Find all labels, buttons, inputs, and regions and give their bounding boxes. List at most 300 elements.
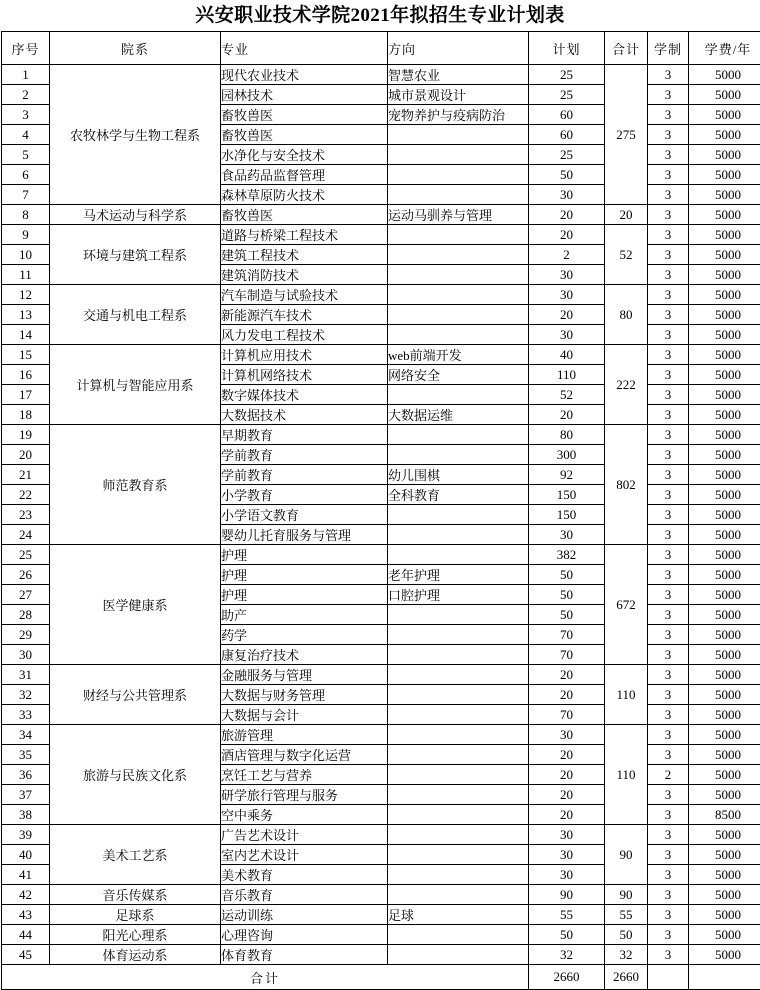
cell-index: 45 xyxy=(2,945,50,965)
cell-years: 3 xyxy=(648,505,689,525)
cell-direction xyxy=(388,665,529,685)
cell-index: 22 xyxy=(2,485,50,505)
cell-major: 研学旅行管理与服务 xyxy=(221,785,388,805)
cell-direction xyxy=(388,685,529,705)
cell-fee: 5000 xyxy=(689,465,760,485)
table-row xyxy=(2,925,760,945)
cell-fee: 5000 xyxy=(689,705,760,725)
header-row xyxy=(2,32,760,65)
cell-index: 36 xyxy=(2,765,50,785)
cell-years: 3 xyxy=(648,445,689,465)
cell-years: 3 xyxy=(648,565,689,585)
cell-direction xyxy=(388,145,529,165)
cell-index: 23 xyxy=(2,505,50,525)
cell-fee: 5000 xyxy=(689,725,760,745)
cell-plan: 2 xyxy=(529,245,605,265)
table-row xyxy=(2,285,760,305)
cell-index: 8 xyxy=(2,205,50,225)
column-header-fee: 学费/年 xyxy=(689,32,760,65)
cell-direction: 网络安全 xyxy=(388,365,529,385)
cell-plan: 20 xyxy=(529,785,605,805)
cell-plan: 90 xyxy=(529,885,605,905)
cell-group-total: 110 xyxy=(605,665,648,725)
cell-major: 学前教育 xyxy=(221,465,388,485)
cell-index: 31 xyxy=(2,665,50,685)
cell-direction xyxy=(388,725,529,745)
cell-direction xyxy=(388,945,529,965)
cell-plan: 92 xyxy=(529,465,605,485)
cell-major: 旅游管理 xyxy=(221,725,388,745)
cell-fee: 5000 xyxy=(689,285,760,305)
cell-years: 3 xyxy=(648,225,689,245)
cell-plan: 30 xyxy=(529,865,605,885)
cell-plan: 70 xyxy=(529,625,605,645)
cell-years: 3 xyxy=(648,645,689,665)
cell-index: 3 xyxy=(2,105,50,125)
table-row xyxy=(2,945,760,965)
cell-index: 12 xyxy=(2,285,50,305)
cell-fee: 5000 xyxy=(689,365,760,385)
summary-fee xyxy=(689,965,760,990)
cell-fee: 5000 xyxy=(689,765,760,785)
cell-years: 3 xyxy=(648,285,689,305)
cell-department: 足球系 xyxy=(50,905,221,925)
cell-index: 20 xyxy=(2,445,50,465)
summary-label: 合计 xyxy=(2,965,529,990)
cell-fee: 5000 xyxy=(689,585,760,605)
cell-index: 30 xyxy=(2,645,50,665)
cell-major: 水净化与安全技术 xyxy=(221,145,388,165)
cell-index: 5 xyxy=(2,145,50,165)
column-header-major: 专业 xyxy=(221,32,388,65)
cell-direction xyxy=(388,285,529,305)
cell-index: 37 xyxy=(2,785,50,805)
column-header-total: 合计 xyxy=(605,32,648,65)
cell-years: 3 xyxy=(648,945,689,965)
cell-department: 旅游与民族文化系 xyxy=(50,725,221,825)
summary-plan: 2660 xyxy=(529,965,605,990)
cell-index: 29 xyxy=(2,625,50,645)
page-title: 兴安职业技术学院2021年拟招生专业计划表 xyxy=(0,0,760,31)
cell-fee: 5000 xyxy=(689,305,760,325)
cell-direction: 老年护理 xyxy=(388,565,529,585)
cell-index: 42 xyxy=(2,885,50,905)
cell-direction xyxy=(388,245,529,265)
cell-direction xyxy=(388,265,529,285)
cell-direction xyxy=(388,825,529,845)
cell-fee: 5000 xyxy=(689,85,760,105)
cell-fee: 5000 xyxy=(689,125,760,145)
cell-index: 10 xyxy=(2,245,50,265)
cell-fee: 5000 xyxy=(689,345,760,365)
cell-fee: 5000 xyxy=(689,785,760,805)
cell-direction xyxy=(388,885,529,905)
cell-fee: 5000 xyxy=(689,385,760,405)
table-row xyxy=(2,205,760,225)
cell-fee: 5000 xyxy=(689,245,760,265)
cell-years: 3 xyxy=(648,725,689,745)
cell-index: 41 xyxy=(2,865,50,885)
cell-fee: 5000 xyxy=(689,505,760,525)
cell-fee: 5000 xyxy=(689,905,760,925)
table-row xyxy=(2,665,760,685)
cell-years: 3 xyxy=(648,465,689,485)
cell-direction xyxy=(388,805,529,825)
cell-years: 3 xyxy=(648,585,689,605)
cell-plan: 20 xyxy=(529,225,605,245)
cell-fee: 5000 xyxy=(689,425,760,445)
cell-fee: 5000 xyxy=(689,845,760,865)
cell-department: 师范教育系 xyxy=(50,425,221,545)
cell-plan: 30 xyxy=(529,285,605,305)
cell-fee: 5000 xyxy=(689,945,760,965)
cell-years: 3 xyxy=(648,865,689,885)
cell-years: 3 xyxy=(648,545,689,565)
cell-group-total: 32 xyxy=(605,945,648,965)
cell-major: 大数据技术 xyxy=(221,405,388,425)
cell-group-total: 52 xyxy=(605,225,648,285)
cell-department: 财经与公共管理系 xyxy=(50,665,221,725)
table-row xyxy=(2,425,760,445)
cell-fee: 5000 xyxy=(689,185,760,205)
cell-plan: 20 xyxy=(529,805,605,825)
cell-major: 学前教育 xyxy=(221,445,388,465)
cell-major: 风力发电工程技术 xyxy=(221,325,388,345)
cell-major: 护理 xyxy=(221,565,388,585)
cell-plan: 30 xyxy=(529,265,605,285)
cell-plan: 30 xyxy=(529,725,605,745)
cell-plan: 20 xyxy=(529,745,605,765)
cell-direction xyxy=(388,645,529,665)
cell-years: 3 xyxy=(648,745,689,765)
cell-major: 畜牧兽医 xyxy=(221,125,388,145)
cell-plan: 60 xyxy=(529,125,605,145)
cell-major: 空中乘务 xyxy=(221,805,388,825)
cell-major: 酒店管理与数字化运营 xyxy=(221,745,388,765)
cell-major: 体育教育 xyxy=(221,945,388,965)
cell-years: 3 xyxy=(648,105,689,125)
cell-direction: 城市景观设计 xyxy=(388,85,529,105)
cell-major: 金融服务与管理 xyxy=(221,665,388,685)
cell-direction xyxy=(388,185,529,205)
cell-department: 医学健康系 xyxy=(50,545,221,665)
cell-years: 3 xyxy=(648,305,689,325)
cell-department: 美术工艺系 xyxy=(50,825,221,885)
cell-years: 3 xyxy=(648,85,689,105)
summary-row xyxy=(2,965,760,990)
cell-plan: 40 xyxy=(529,345,605,365)
cell-index: 9 xyxy=(2,225,50,245)
table-row xyxy=(2,725,760,745)
cell-index: 7 xyxy=(2,185,50,205)
cell-major: 烹饪工艺与营养 xyxy=(221,765,388,785)
cell-plan: 25 xyxy=(529,65,605,85)
cell-major: 康复治疗技术 xyxy=(221,645,388,665)
cell-index: 35 xyxy=(2,745,50,765)
cell-fee: 5000 xyxy=(689,665,760,685)
cell-years: 2 xyxy=(648,765,689,785)
cell-direction xyxy=(388,705,529,725)
cell-major: 音乐教育 xyxy=(221,885,388,905)
cell-group-total: 80 xyxy=(605,285,648,345)
cell-plan: 20 xyxy=(529,305,605,325)
cell-major: 小学语文教育 xyxy=(221,505,388,525)
cell-index: 1 xyxy=(2,65,50,85)
cell-index: 43 xyxy=(2,905,50,925)
cell-major: 大数据与会计 xyxy=(221,705,388,725)
cell-plan: 20 xyxy=(529,685,605,705)
cell-group-total: 50 xyxy=(605,925,648,945)
cell-fee: 5000 xyxy=(689,685,760,705)
cell-major: 心理咨询 xyxy=(221,925,388,945)
cell-major: 园林技术 xyxy=(221,85,388,105)
cell-direction: 幼儿围棋 xyxy=(388,465,529,485)
cell-index: 25 xyxy=(2,545,50,565)
cell-plan: 80 xyxy=(529,425,605,445)
cell-fee: 5000 xyxy=(689,885,760,905)
cell-plan: 60 xyxy=(529,105,605,125)
cell-plan: 55 xyxy=(529,905,605,925)
column-header-department: 院系 xyxy=(50,32,221,65)
cell-index: 39 xyxy=(2,825,50,845)
cell-years: 3 xyxy=(648,425,689,445)
cell-direction xyxy=(388,445,529,465)
cell-group-total: 275 xyxy=(605,65,648,205)
cell-years: 3 xyxy=(648,205,689,225)
table-row xyxy=(2,545,760,565)
cell-plan: 25 xyxy=(529,145,605,165)
cell-direction xyxy=(388,925,529,945)
cell-years: 3 xyxy=(648,185,689,205)
cell-fee: 5000 xyxy=(689,525,760,545)
cell-years: 3 xyxy=(648,365,689,385)
cell-plan: 50 xyxy=(529,585,605,605)
cell-index: 28 xyxy=(2,605,50,625)
cell-fee: 5000 xyxy=(689,745,760,765)
cell-direction xyxy=(388,845,529,865)
cell-index: 33 xyxy=(2,705,50,725)
table-row xyxy=(2,225,760,245)
column-header-direction: 方向 xyxy=(388,32,529,65)
cell-department: 阳光心理系 xyxy=(50,925,221,945)
table-row xyxy=(2,885,760,905)
cell-department: 体育运动系 xyxy=(50,945,221,965)
cell-major: 食品药品监督管理 xyxy=(221,165,388,185)
cell-plan: 50 xyxy=(529,165,605,185)
cell-direction xyxy=(388,525,529,545)
cell-major: 建筑工程技术 xyxy=(221,245,388,265)
summary-total: 2660 xyxy=(605,965,648,990)
cell-fee: 5000 xyxy=(689,865,760,885)
cell-fee: 5000 xyxy=(689,405,760,425)
cell-direction: web前端开发 xyxy=(388,345,529,365)
cell-index: 17 xyxy=(2,385,50,405)
cell-major: 护理 xyxy=(221,585,388,605)
cell-years: 3 xyxy=(648,405,689,425)
table-row xyxy=(2,345,760,365)
cell-direction: 全科教育 xyxy=(388,485,529,505)
cell-years: 3 xyxy=(648,905,689,925)
cell-direction xyxy=(388,625,529,645)
cell-years: 3 xyxy=(648,885,689,905)
cell-fee: 5000 xyxy=(689,65,760,85)
table-header xyxy=(2,32,760,65)
cell-direction xyxy=(388,165,529,185)
cell-direction: 口腔护理 xyxy=(388,585,529,605)
cell-direction xyxy=(388,325,529,345)
cell-major: 助产 xyxy=(221,605,388,625)
cell-years: 3 xyxy=(648,605,689,625)
cell-major: 护理 xyxy=(221,545,388,565)
cell-years: 3 xyxy=(648,705,689,725)
cell-years: 3 xyxy=(648,265,689,285)
cell-direction xyxy=(388,765,529,785)
cell-fee: 5000 xyxy=(689,825,760,845)
cell-years: 3 xyxy=(648,65,689,85)
table-row xyxy=(2,825,760,845)
cell-plan: 20 xyxy=(529,765,605,785)
cell-major: 大数据与财务管理 xyxy=(221,685,388,705)
cell-department: 农牧林学与生物工程系 xyxy=(50,65,221,205)
cell-group-total: 222 xyxy=(605,345,648,425)
cell-department: 计算机与智能应用系 xyxy=(50,345,221,425)
cell-major: 广告艺术设计 xyxy=(221,825,388,845)
summary-years xyxy=(648,965,689,990)
cell-fee: 5000 xyxy=(689,625,760,645)
cell-direction: 运动马驯养与管理 xyxy=(388,205,529,225)
cell-index: 6 xyxy=(2,165,50,185)
cell-fee: 5000 xyxy=(689,165,760,185)
cell-department: 音乐传媒系 xyxy=(50,885,221,905)
cell-plan: 70 xyxy=(529,705,605,725)
cell-fee: 5000 xyxy=(689,545,760,565)
cell-index: 14 xyxy=(2,325,50,345)
cell-plan: 150 xyxy=(529,485,605,505)
cell-fee: 5000 xyxy=(689,605,760,625)
cell-index: 11 xyxy=(2,265,50,285)
column-header-years: 学制 xyxy=(648,32,689,65)
cell-major: 计算机网络技术 xyxy=(221,365,388,385)
cell-department: 环境与建筑工程系 xyxy=(50,225,221,285)
cell-major: 运动训练 xyxy=(221,905,388,925)
cell-group-total: 802 xyxy=(605,425,648,545)
table-footer xyxy=(2,965,760,990)
cell-direction xyxy=(388,505,529,525)
cell-index: 19 xyxy=(2,425,50,445)
cell-group-total: 90 xyxy=(605,825,648,885)
cell-years: 3 xyxy=(648,805,689,825)
cell-plan: 32 xyxy=(529,945,605,965)
cell-plan: 50 xyxy=(529,605,605,625)
cell-direction: 宠物养护与疫病防治 xyxy=(388,105,529,125)
cell-direction xyxy=(388,745,529,765)
table-row xyxy=(2,65,760,85)
cell-index: 24 xyxy=(2,525,50,545)
cell-fee: 5000 xyxy=(689,485,760,505)
cell-years: 3 xyxy=(648,665,689,685)
cell-direction xyxy=(388,545,529,565)
column-header-index: 序号 xyxy=(2,32,50,65)
cell-direction xyxy=(388,305,529,325)
cell-index: 15 xyxy=(2,345,50,365)
cell-years: 3 xyxy=(648,925,689,945)
cell-fee: 8500 xyxy=(689,805,760,825)
cell-years: 3 xyxy=(648,785,689,805)
cell-plan: 300 xyxy=(529,445,605,465)
cell-fee: 5000 xyxy=(689,225,760,245)
cell-group-total: 90 xyxy=(605,885,648,905)
cell-years: 3 xyxy=(648,325,689,345)
cell-direction xyxy=(388,785,529,805)
cell-major: 汽车制造与试验技术 xyxy=(221,285,388,305)
cell-years: 3 xyxy=(648,845,689,865)
cell-index: 27 xyxy=(2,585,50,605)
cell-fee: 5000 xyxy=(689,105,760,125)
cell-plan: 30 xyxy=(529,525,605,545)
cell-years: 3 xyxy=(648,145,689,165)
cell-plan: 50 xyxy=(529,925,605,945)
cell-group-total: 55 xyxy=(605,905,648,925)
cell-plan: 30 xyxy=(529,185,605,205)
cell-fee: 5000 xyxy=(689,265,760,285)
cell-index: 21 xyxy=(2,465,50,485)
cell-years: 3 xyxy=(648,825,689,845)
cell-group-total: 20 xyxy=(605,205,648,225)
cell-index: 18 xyxy=(2,405,50,425)
cell-major: 婴幼儿托育服务与管理 xyxy=(221,525,388,545)
cell-major: 现代农业技术 xyxy=(221,65,388,85)
cell-plan: 52 xyxy=(529,385,605,405)
cell-plan: 20 xyxy=(529,665,605,685)
cell-plan: 70 xyxy=(529,645,605,665)
cell-department: 马术运动与科学系 xyxy=(50,205,221,225)
cell-fee: 5000 xyxy=(689,205,760,225)
cell-fee: 5000 xyxy=(689,565,760,585)
cell-years: 3 xyxy=(648,625,689,645)
cell-index: 34 xyxy=(2,725,50,745)
cell-plan: 20 xyxy=(529,405,605,425)
cell-major: 新能源汽车技术 xyxy=(221,305,388,325)
cell-direction xyxy=(388,605,529,625)
cell-fee: 5000 xyxy=(689,325,760,345)
enrollment-plan-table xyxy=(1,31,760,990)
cell-plan: 150 xyxy=(529,505,605,525)
cell-major: 建筑消防技术 xyxy=(221,265,388,285)
cell-index: 2 xyxy=(2,85,50,105)
cell-fee: 5000 xyxy=(689,925,760,945)
cell-major: 畜牧兽医 xyxy=(221,105,388,125)
cell-group-total: 672 xyxy=(605,545,648,665)
cell-index: 13 xyxy=(2,305,50,325)
cell-years: 3 xyxy=(648,685,689,705)
cell-fee: 5000 xyxy=(689,445,760,465)
cell-years: 3 xyxy=(648,385,689,405)
cell-group-total: 110 xyxy=(605,725,648,825)
cell-major: 室内艺术设计 xyxy=(221,845,388,865)
cell-years: 3 xyxy=(648,125,689,145)
cell-plan: 30 xyxy=(529,845,605,865)
cell-major: 道路与桥梁工程技术 xyxy=(221,225,388,245)
cell-index: 38 xyxy=(2,805,50,825)
cell-fee: 5000 xyxy=(689,145,760,165)
cell-major: 计算机应用技术 xyxy=(221,345,388,365)
cell-index: 4 xyxy=(2,125,50,145)
cell-years: 3 xyxy=(648,165,689,185)
cell-index: 40 xyxy=(2,845,50,865)
cell-major: 早期教育 xyxy=(221,425,388,445)
cell-direction xyxy=(388,425,529,445)
cell-direction: 大数据运维 xyxy=(388,405,529,425)
